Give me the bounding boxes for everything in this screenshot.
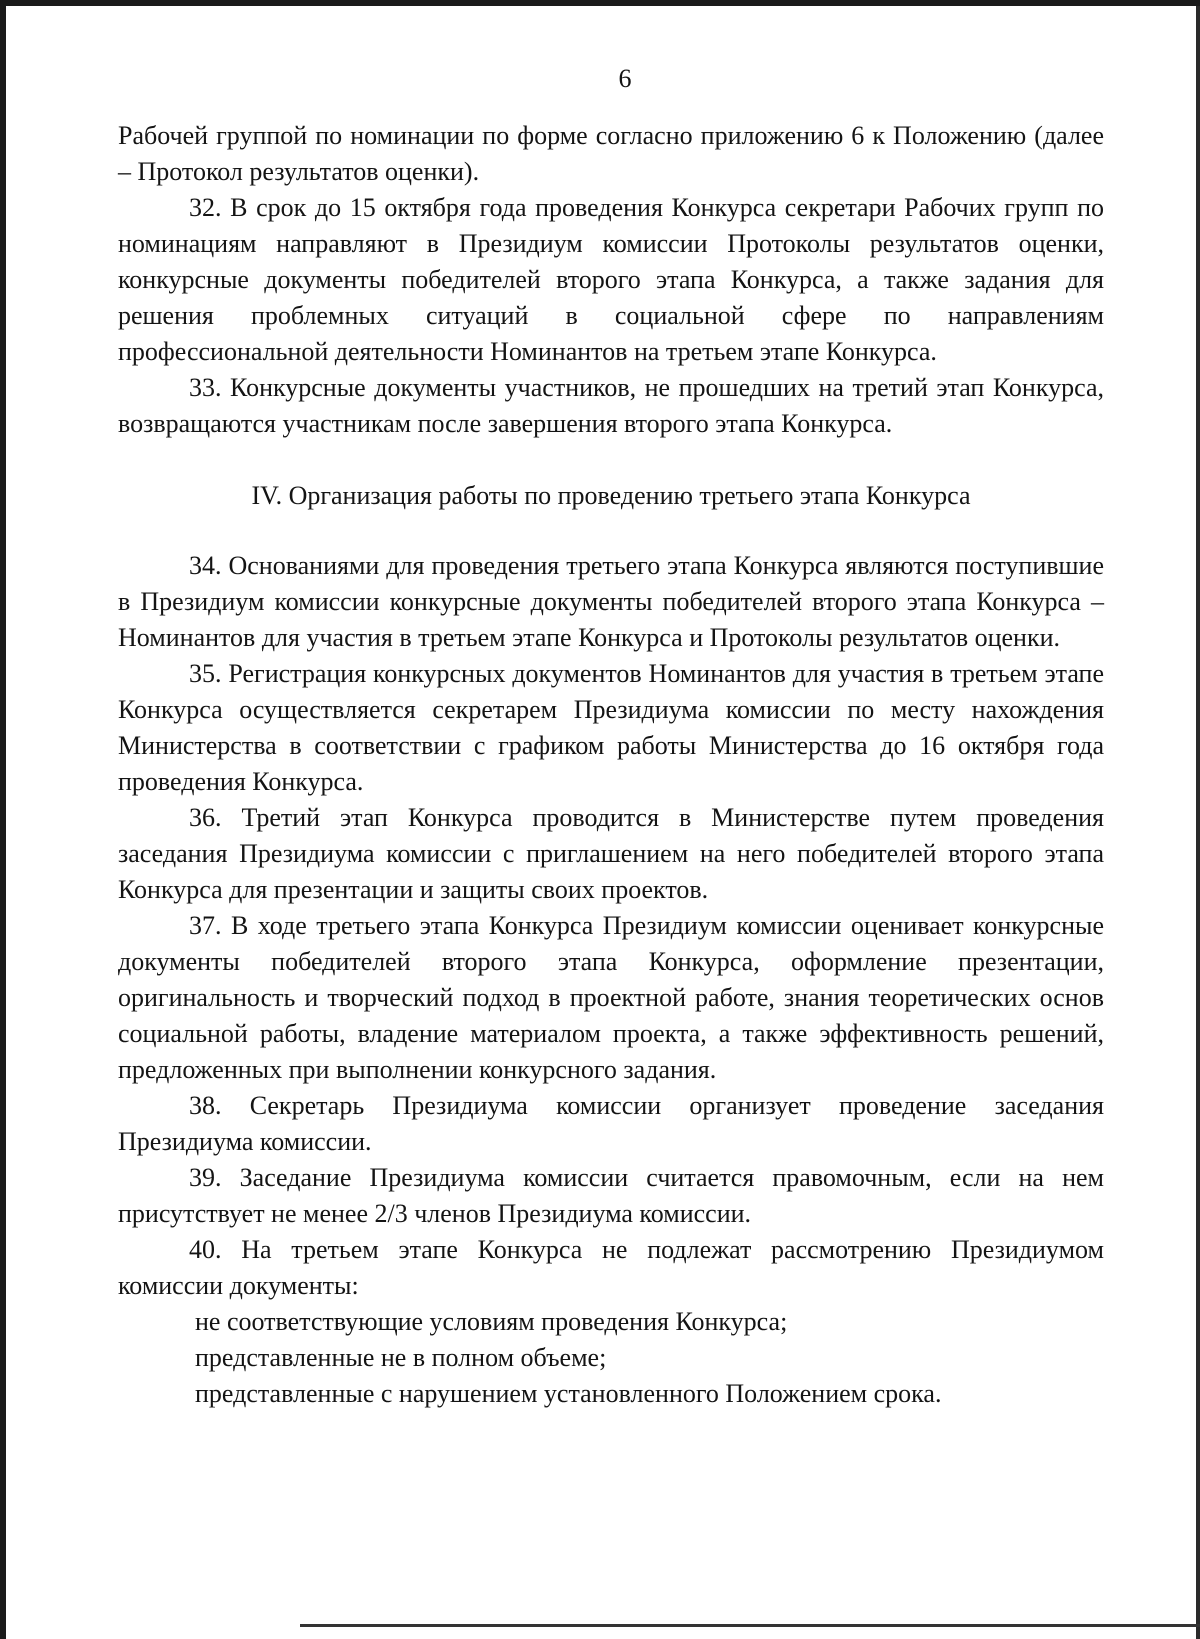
scan-bottom-edge [300,1624,1200,1627]
paragraph-35: 35. Регистрация конкурсных документов Номинантов для участия в третьем этапе Конкурса осуществляется секретарем Президиума комиссии по месту нахождения Министерства в соответствии с графиком работы Министерства до 16 октября года проведения Конкурса. [118,659,1104,796]
document-body [118,118,1104,1412]
paragraph-33: 33. Конкурсные документы участников, не прошедших на третий этап Конкурса, возвращаются участникам после завершения второго этапа Конкурса. [118,373,1104,438]
paragraph-34: 34. Основаниями для проведения третьего этапа Конкурса являются поступившие в Президиум комиссии конкурсные документы победителей второго этапа Конкурса – Номинантов для участия в третьем этапе Конкурса и Протоколы результатов оценки. [118,551,1104,652]
list-item: представленные не в полном объеме; [195,1343,607,1372]
paragraph-37: 37. В ходе третьего этапа Конкурса Президиум комиссии оценивает конкурсные документы победителей второго этапа Конкурса, оформление презентации, оригинальность и творческий подход в проектной работе, знания теоретических основ социальной работы, владение материалом проекта, а также эффективность решений, предложенных при выполнении конкурсного задания. [118,911,1104,1084]
paragraph-40: 40. На третьем этапе Конкурса не подлежат рассмотрению Президиумом комиссии документы: [118,1235,1104,1300]
paragraph-38: 38. Секретарь Президиума комиссии организует проведение заседания Президиума комиссии. [118,1091,1104,1156]
paragraph-32: 32. В срок до 15 октября года проведения Конкурса секретари Рабочих групп по номинациям направляют в Президиум комиссии Протоколы результатов оценки, конкурсные документы победителей второго этапа Конкурса, а также задания для решения проблемных ситуаций в социальной сфере по направлениям профессиональной деятельности Номинантов на третьем этапе Конкурса. [118,193,1104,366]
section-heading: IV. Организация работы по проведению третьего этапа Конкурса [251,481,971,510]
list-item: представленные с нарушением установленного Положением срока. [195,1379,942,1408]
list-item: не соответствующие условиям проведения Конкурса; [195,1307,788,1336]
page-number: 6 [618,64,632,93]
paragraph-continuation: Рабочей группой по номинации по форме согласно приложению 6 к Положению (далее – Протокол результатов оценки). [118,121,1104,186]
scan-right-edge [1196,6,1200,1639]
scan-left-edge [0,6,6,1639]
paragraph-36: 36. Третий этап Конкурса проводится в Министерстве путем проведения заседания Президиума комиссии с приглашением на него победителей второго этапа Конкурса для презентации и защиты своих проектов. [118,803,1104,904]
paragraph-39: 39. Заседание Президиума комиссии считается правомочным, если на нем присутствует не менее 2/3 членов Президиума комиссии. [118,1163,1104,1228]
